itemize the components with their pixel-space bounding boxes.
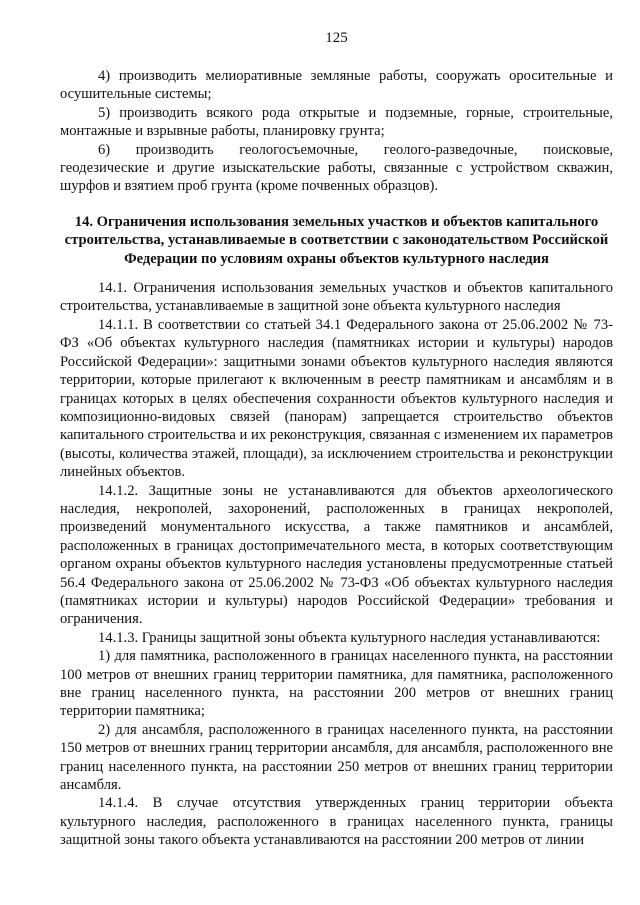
section-body (60, 279, 613, 850)
list-item-6: 6) производить геологосъемочные, геолого-разведочные, поисковые, геодезические и другие изыскательские работы, связанные с устройством скважин, шурфов и взятием проб грунта (кроме почвенных образцов). (60, 141, 613, 195)
page-number: 125 (325, 30, 348, 46)
section-heading: 14. Ограничения использования земельных участков и объектов капитального строительства, устанавливаемые в соответствии с законодательством Российской Федерации по условиям охраны объектов культурного наследия (64, 213, 609, 267)
paragraph-14-1: 14.1. Ограничения использования земельных участков и объектов капитального строительства, устанавливаемые в защитной зоне объекта культурного наследия (60, 280, 613, 315)
list-item-5: 5) производить всякого рода открытые и подземные, горные, строительные, монтажные и взрывные работы, планировку грунта; (60, 104, 613, 140)
paragraph-14-1-3: 14.1.3. Границы защитной зоны объекта культурного наследия устанавливаются: (98, 629, 601, 646)
paragraph-14-1-1: 14.1.1. В соответствии со статьей 34.1 Федерального закона от 25.06.2002 № 73-ФЗ «Об объектах культурного наследия (памятниках истории и культуры) народов Российской Федерации»: защитными зонами объектов культурного наследия являются территории, которые прилегают к включенным в реестр памятникам и ансамблям и в границах которых в целях обеспечения сохранности объектов культурного наследия и композиционно-видовых связей (панорам) запрещается строительство объектов капитального строительства и их реконструкция, связанная с изменением их параметров (высоты, количества этажей, площади), за исключением строительства и реконструкции линейных объектов. (60, 316, 613, 481)
list-block (60, 67, 613, 196)
paragraph-14-1-2: 14.1.2. Защитные зоны не устанавливаются для объектов археологического наследия, некрополей, захоронений, расположенных в границах некрополей, произведений монументального искусства, а также памятников и ансамблей, расположенных в границах достопримечательного места, в которых соответствующим органом охраны объектов культурного наследия установлены предусмотренные статьей 56.4 Федерального закона от 25.06.2002 № 73-ФЗ «Об объектах культурного наследия (памятниках истории и культуры) народов Российской Федерации» требования и ограничения. (60, 482, 613, 628)
paragraph-item-1: 1) для памятника, расположенного в границах населенного пункта, на расстоянии 100 метров от внешних границ территории памятника, для памятника, расположенного вне границ населенного пункта, на расстоянии 200 метров от внешних границ территории памятника; (60, 648, 613, 720)
list-item-4: 4) производить мелиоративные земляные работы, сооружать оросительные и осушительные системы; (60, 68, 613, 103)
paragraph-14-1-4: 14.1.4. В случае отсутствия утвержденных границ территории объекта культурного наследия, расположенного в границах населенного пункта, границы защитной зоны такого объекта устанавливаются на расстоянии 200 метров от линии (60, 795, 613, 849)
paragraph-item-2: 2) для ансамбля, расположенного в границах населенного пункта, на расстоянии 150 метров от внешних границ территории ансамбля, для ансамбля, расположенного вне границ населенного пункта, на расстоянии 250 метров от внешних границ территории ансамбля. (60, 721, 613, 794)
